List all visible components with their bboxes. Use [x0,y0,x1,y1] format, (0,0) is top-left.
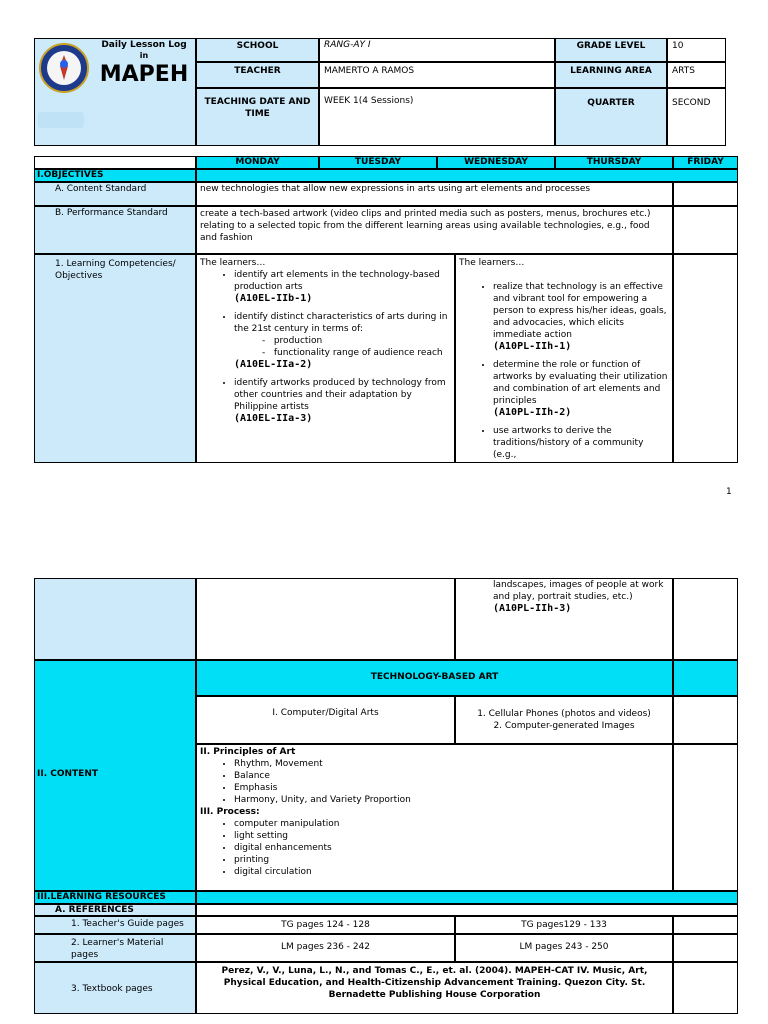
list-item: • digital enhancements [234,842,669,854]
list-item: • identify artworks produced by technology from other countries and their adaptation by Philippine artists [234,377,451,413]
content-standard-label: A. Content Standard [34,182,196,206]
list-item: • Balance [234,770,669,782]
topic-right-2: 2. Computer-generated Images [493,721,635,731]
tg-left: TG pages 124 - 128 [196,916,455,934]
competencies-left-cont [196,578,455,660]
date-label: TEACHING DATE AND TIME [196,88,319,146]
topic-friday [673,696,738,744]
competency-code: (A10EL-IIa-2) [234,359,313,370]
objectives-heading: I.OBJECTIVES [34,169,196,182]
principles-title: II. Principles of Art [200,747,296,757]
competencies-left-cell [196,254,455,463]
quarter-value: SECOND [667,88,726,146]
list-item: • use artworks to derive the traditions/history of a community (e.g., [493,425,669,461]
objectives-heading-fill [196,169,738,182]
page-number: 1 [726,487,732,497]
table-top-left-cell [34,156,196,169]
performance-standard-label: B. Performance Standard [34,206,196,254]
competencies-friday-cont [673,578,738,660]
list-item: landscapes, images of people at work and play, portrait studies, etc.) [493,580,664,602]
list-item: • realize that technology is an effective and vibrant tool for empowering a person to express his/her ideas, goals, and advocacies, which elicits immediate action [493,281,669,341]
content-standard-friday [673,182,738,206]
competency-code: (A10EL-IIb-1) [234,293,313,304]
learners-intro: The learners… [200,258,266,268]
list-item: • Harmony, Unity, and Variety Proportion [234,794,669,806]
textbook-friday [673,962,738,1014]
lm-left: LM pages 236 - 242 [196,934,455,962]
list-item: - functionality range of audience reach [262,348,443,358]
resources-heading: III.LEARNING RESOURCES [34,891,196,904]
textbook-text: Perez, V., V., Luna, L., N., and Tomas C., E., et. al. (2004). MAPEH-CAT IV. Music, Art, Physical Education, and Health-Citizenship Advancement Training. Quezon City. St. Bernadette Publishing House Corporation [196,962,673,1014]
principles-friday [673,744,738,891]
topic-left: I. Computer/Digital Arts [196,696,455,744]
competency-code: (A10PL-IIh-2) [493,407,572,418]
performance-standard-friday [673,206,738,254]
process-title: III. Process: [200,807,260,817]
references-label: A. REFERENCES [34,904,196,916]
list-item: • Rhythm, Movement [234,758,669,770]
daily-lesson-log-label: Daily Lesson Log [101,40,187,50]
competencies-label: 1. Learning Competencies/ Objectives [34,254,196,463]
grade-label: GRADE LEVEL [555,38,667,62]
principles-cell [196,744,673,891]
performance-standard-text: create a tech-based artwork (video clips and printed media such as posters, menus, brochures etc.) relating to a selected topic from the different learning areas using available technologies, e.g., food and fashion [196,206,673,254]
in-label: in [139,51,149,60]
day-wednesday: WEDNESDAY [437,156,555,169]
list-item: • digital circulation [234,866,669,878]
list-item: - production [262,336,323,346]
lm-label: 2. Learner's Material pages [34,934,196,962]
day-friday: FRIDAY [673,156,738,169]
competencies-right-cell [455,254,673,463]
teacher-label: TEACHER [196,62,319,88]
quarter-label: QUARTER [555,88,667,146]
list-item: • computer manipulation [234,818,669,830]
list-item: • printing [234,854,669,866]
faded-mark [38,112,84,128]
teacher-value: MAMERTO A RAMOS [319,62,555,88]
competencies-friday [673,254,738,463]
list-item: • determine the role or function of artworks by evaluating their utilization and combination of art elements and principles [493,359,669,407]
list-item: • light setting [234,830,669,842]
lm-friday [673,934,738,962]
competencies-label-cont [34,578,196,660]
school-label: SCHOOL [196,38,319,62]
competencies-right-cont [455,578,673,660]
day-thursday: THURSDAY [555,156,673,169]
learners-intro: The learners… [459,258,525,268]
topic-right [455,696,673,744]
content-heading: II. CONTENT [34,660,196,891]
content-standard-text: new technologies that allow new expressions in arts using art elements and processes [196,182,673,206]
competency-code: (A10EL-IIa-3) [234,413,313,424]
grade-value: 10 [667,38,726,62]
resources-heading-fill [196,891,738,904]
date-value: WEEK 1(4 Sessions) [319,88,555,146]
deped-seal-icon [38,42,90,94]
competency-code: (A10PL-IIh-3) [493,603,572,614]
tg-label: 1. Teacher's Guide pages [34,916,196,934]
content-banner: TECHNOLOGY-BASED ART [196,660,673,696]
day-monday: MONDAY [196,156,319,169]
textbook-label: 3. Textbook pages [34,962,196,1014]
list-item: • Emphasis [234,782,669,794]
topic-right-1: 1. Cellular Phones (photos and videos) [477,709,651,719]
school-value: RANG-AY I [319,38,555,62]
references-fill [196,904,738,916]
lm-right: LM pages 243 - 250 [455,934,673,962]
tg-right: TG pages129 - 133 [455,916,673,934]
competency-code: (A10PL-IIh-1) [493,341,572,352]
subject-title: MAPEH [99,62,189,87]
content-banner-friday [673,660,738,696]
day-tuesday: TUESDAY [319,156,437,169]
list-item: • identify art elements in the technology-based production arts [234,269,451,293]
area-label: LEARNING AREA [555,62,667,88]
area-value: ARTS [667,62,726,88]
tg-friday [673,916,738,934]
list-item: • identify distinct characteristics of arts during in the 21st century in terms of: [234,311,451,335]
